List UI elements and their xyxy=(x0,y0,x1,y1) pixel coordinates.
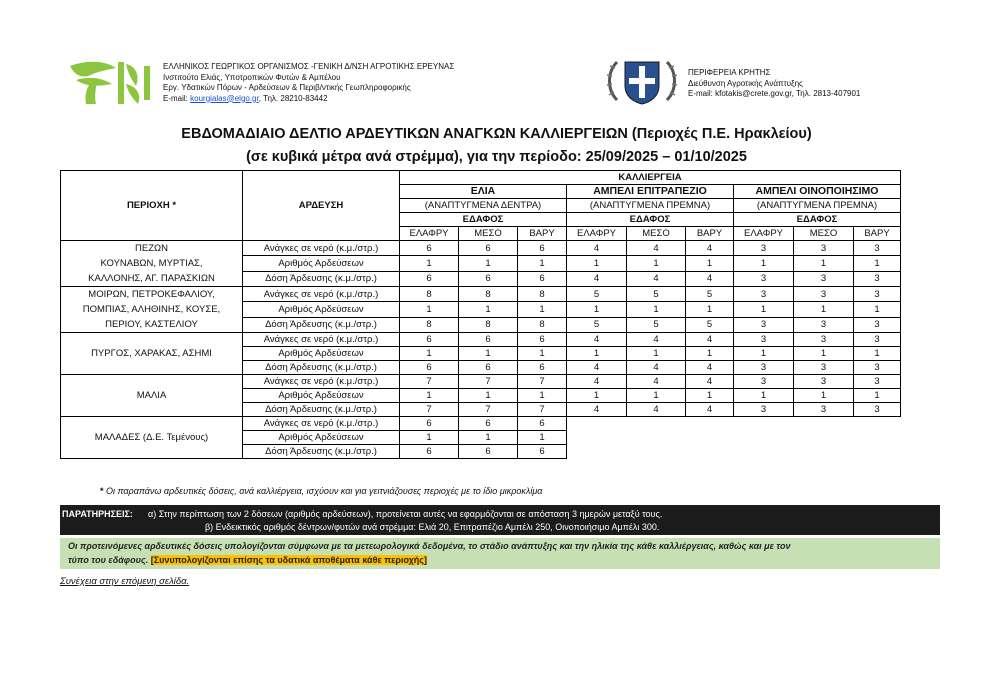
value-cell: 3 xyxy=(794,287,854,302)
value-cell: 4 xyxy=(627,361,686,375)
value-cell: 4 xyxy=(567,333,627,347)
value-cell: 1 xyxy=(686,389,734,403)
footnote xyxy=(100,486,542,496)
right-org-line: ΠΕΡΙΦΕΡΕΙΑ ΚΡΗΤΗΣ xyxy=(688,68,771,77)
email-prefix: E-mail: xyxy=(163,93,191,103)
value-cell: 1 xyxy=(794,389,854,403)
soil-medium: ΜΕΣΟ xyxy=(627,227,686,241)
soil-label: ΕΔΑΦΟΣ xyxy=(567,213,734,227)
value-cell: 6 xyxy=(400,271,459,286)
right-org-line: E-mail: kfotakis@crete.gov.gr, Τηλ. 2813-407901 xyxy=(688,89,861,98)
value-cell: 3 xyxy=(794,375,854,389)
empty-cell xyxy=(794,431,854,445)
value-cell: 5 xyxy=(627,287,686,302)
value-cell: 3 xyxy=(734,375,794,389)
value-cell: 3 xyxy=(734,241,794,256)
value-cell: 3 xyxy=(794,271,854,286)
value-cell: 3 xyxy=(794,403,854,417)
table-row xyxy=(61,287,901,302)
value-cell: 8 xyxy=(400,287,459,302)
value-cell: 1 xyxy=(627,389,686,403)
value-cell: 1 xyxy=(459,431,518,445)
footnote-text: Οι παραπάνω αρδευτικές δόσεις, ανά καλλιέργεια, ισχύουν και για γειτνιάζουσες περιοχές με το ίδιο μικροκλίμα xyxy=(103,486,543,496)
left-org-line: Εργ. Υδατικών Πόρων - Αρδεύσεων & Περιβ/ντικής Γεωπληροφορικής xyxy=(163,83,411,92)
value-cell: 3 xyxy=(854,241,901,256)
empty-cell xyxy=(734,417,794,431)
empty-cell xyxy=(794,445,854,459)
value-cell: 3 xyxy=(734,287,794,302)
document-title: ΕΒΔΟΜΑΔΙΑΙΟ ΔΕΛΤΙΟ ΑΡΔΕΥΤΙΚΩΝ ΑΝΑΓΚΩΝ ΚΑΛΛΙΕΡΓΕΙΩΝ (Περιοχές Π.Ε. Ηρακλείου) xyxy=(181,126,812,142)
region-name-line: ΚΑΛΛΟΝΗΣ, ΑΓ. ΠΑΡΑΣΚΙΩΝ xyxy=(88,273,215,284)
value-cell: 3 xyxy=(794,361,854,375)
region-name xyxy=(61,241,243,287)
irrigation-table xyxy=(60,170,901,459)
crop-olive-sub: (ΑΝΑΠΤΥΓΜΕΝΑ ΔΕΝΤΡΑ) xyxy=(400,199,567,213)
irrigation-attribute: Αριθμός Αρδεύσεων xyxy=(243,389,400,403)
remark-b: β) Ενδεικτικός αριθμός δέντρων/φυτών ανά στρέμμα: Ελιά 20, Επιτραπέζιο Αμπέλι 250, Οινοποιήσιμο Αμπέλι 300. xyxy=(205,522,660,532)
note-line-1: Οι προτεινόμενες αρδευτικές δόσεις υπολογίζονται σύμφωνα με τα μετεωρολογικά δεδομένα, το στάδιο ανάπτυξης και την ηλικία της κάθε καλλιέργειας, καθώς και με τον xyxy=(68,541,791,551)
value-cell: 6 xyxy=(518,445,567,459)
value-cell: 4 xyxy=(567,361,627,375)
right-organization-info xyxy=(688,68,860,100)
value-cell: 4 xyxy=(627,375,686,389)
value-cell: 6 xyxy=(459,361,518,375)
document-subtitle: (σε κυβικά μέτρα ανά στρέμμα), για την περίοδο: 25/09/2025 – 01/10/2025 xyxy=(246,149,747,165)
value-cell: 4 xyxy=(627,271,686,286)
value-cell: 1 xyxy=(627,302,686,317)
value-cell: 3 xyxy=(794,317,854,332)
value-cell: 1 xyxy=(518,389,567,403)
value-cell: 3 xyxy=(734,271,794,286)
value-cell: 4 xyxy=(686,403,734,417)
value-cell: 3 xyxy=(734,361,794,375)
empty-cell xyxy=(794,417,854,431)
soil-label: ΕΔΑΦΟΣ xyxy=(400,213,567,227)
value-cell: 3 xyxy=(734,317,794,332)
soil-light: ΕΛΑΦΡΥ xyxy=(400,227,459,241)
value-cell: 4 xyxy=(627,333,686,347)
region-name-line: ΠΕΖΩΝ xyxy=(135,243,168,254)
empty-cell xyxy=(686,417,734,431)
value-cell: 7 xyxy=(518,375,567,389)
crop-wine-grape-sub: (ΑΝΑΠΤΥΓΜΕΝΑ ΠΡΕΜΝΑ) xyxy=(734,199,901,213)
soil-heavy: ΒΑΡΥ xyxy=(854,227,901,241)
irrigation-attribute: Ανάγκες σε νερό (κ.μ./στρ.) xyxy=(243,375,400,389)
value-cell: 3 xyxy=(794,241,854,256)
value-cell: 4 xyxy=(686,333,734,347)
empty-cell xyxy=(854,431,901,445)
value-cell: 1 xyxy=(854,302,901,317)
irrigation-attribute: Δόση Άρδευσης (κ.μ./στρ.) xyxy=(243,445,400,459)
value-cell: 7 xyxy=(459,403,518,417)
value-cell: 6 xyxy=(518,361,567,375)
note-highlight: [Συνυπολογίζονται επίσης τα υδατικά αποθέματα κάθε περιοχής] xyxy=(150,555,427,565)
empty-cell xyxy=(734,431,794,445)
irrigation-attribute: Δόση Άρδευσης (κ.μ./στρ.) xyxy=(243,361,400,375)
value-cell: 1 xyxy=(794,347,854,361)
region-name xyxy=(61,287,243,333)
soil-medium: ΜΕΣΟ xyxy=(459,227,518,241)
empty-cell xyxy=(854,445,901,459)
email-link[interactable]: kourgialas@elgo.gr xyxy=(190,93,259,103)
value-cell: 1 xyxy=(734,302,794,317)
crop-wine-grape: ΑΜΠΕΛΙ ΟΙΝΟΠΟΙΗΣΙΜΟ xyxy=(734,185,901,199)
value-cell: 6 xyxy=(400,241,459,256)
value-cell: 6 xyxy=(400,417,459,431)
irrigation-attribute: Αριθμός Αρδεύσεων xyxy=(243,256,400,271)
irrigation-attribute: Ανάγκες σε νερό (κ.μ./στρ.) xyxy=(243,333,400,347)
empty-cell xyxy=(627,431,686,445)
irrigation-attribute: Δόση Άρδευσης (κ.μ./στρ.) xyxy=(243,271,400,286)
irrigation-attribute: Ανάγκες σε νερό (κ.μ./στρ.) xyxy=(243,287,400,302)
value-cell: 3 xyxy=(854,403,901,417)
empty-cell xyxy=(627,445,686,459)
value-cell: 5 xyxy=(567,287,627,302)
value-cell: 1 xyxy=(686,256,734,271)
value-cell: 1 xyxy=(459,302,518,317)
value-cell: 3 xyxy=(734,333,794,347)
value-cell: 1 xyxy=(459,256,518,271)
value-cell: 1 xyxy=(734,389,794,403)
right-org-line: Διεύθυνση Αγροτικής Ανάπτυξης xyxy=(688,78,803,88)
region-name-line: ΚΟΥΝΑΒΩΝ, ΜΥΡΤΙΑΣ, xyxy=(100,258,203,269)
value-cell: 5 xyxy=(627,317,686,332)
value-cell: 8 xyxy=(518,287,567,302)
value-cell: 1 xyxy=(794,256,854,271)
value-cell: 4 xyxy=(686,361,734,375)
soil-heavy: ΒΑΡΥ xyxy=(686,227,734,241)
crop-table-grape: ΑΜΠΕΛΙ ΕΠΙΤΡΑΠΕΖΙΟ xyxy=(567,185,734,199)
value-cell: 6 xyxy=(459,445,518,459)
value-cell: 4 xyxy=(686,271,734,286)
value-cell: 4 xyxy=(627,403,686,417)
page-header xyxy=(0,52,993,112)
value-cell: 1 xyxy=(400,256,459,271)
value-cell: 1 xyxy=(567,389,627,403)
value-cell: 6 xyxy=(459,417,518,431)
value-cell: 3 xyxy=(854,375,901,389)
empty-cell xyxy=(567,431,627,445)
remarks-box xyxy=(60,505,940,535)
region-name-line: ΠΕΡΙΟΥ, ΚΑΣΤΕΛΙΟΥ xyxy=(105,319,198,330)
table-row xyxy=(61,333,901,347)
value-cell: 1 xyxy=(518,302,567,317)
value-cell: 1 xyxy=(400,389,459,403)
value-cell: 8 xyxy=(400,317,459,332)
soil-label: ΕΔΑΦΟΣ xyxy=(734,213,901,227)
value-cell: 4 xyxy=(567,241,627,256)
header-region: ΠΕΡΙΟΧΗ * xyxy=(61,171,243,241)
elgo-logo-icon xyxy=(66,56,156,108)
value-cell: 3 xyxy=(854,333,901,347)
value-cell: 7 xyxy=(459,375,518,389)
left-org-line: Ινστιτούτο Ελιάς, Υποτροπικών Φυτών & Αμπέλου xyxy=(163,72,341,82)
empty-cell xyxy=(734,445,794,459)
region-name xyxy=(61,375,243,417)
table-row xyxy=(61,417,901,431)
value-cell: 1 xyxy=(518,347,567,361)
value-cell: 8 xyxy=(518,317,567,332)
value-cell: 3 xyxy=(854,287,901,302)
soil-medium: ΜΕΣΟ xyxy=(794,227,854,241)
remark-a: α) Στην περίπτωση των 2 δόσεων (αριθμός αρδεύσεων), προτείνεται αυτές να εφαρμόζονται σε απόσταση 3 ημερών μεταξύ τους. xyxy=(148,509,663,519)
value-cell: 5 xyxy=(567,317,627,332)
value-cell: 7 xyxy=(400,403,459,417)
region-name-line: ΜΟΙΡΩΝ, ΠΕΤΡΟΚΕΦΑΛΙΟΥ, xyxy=(88,289,215,300)
value-cell: 6 xyxy=(400,445,459,459)
crop-table-grape-sub: (ΑΝΑΠΤΥΓΜΕΝΑ ΠΡΕΜΝΑ) xyxy=(567,199,734,213)
value-cell: 3 xyxy=(734,403,794,417)
phone-text: , Τηλ. 28210-83442 xyxy=(258,93,328,103)
value-cell: 1 xyxy=(627,256,686,271)
value-cell: 1 xyxy=(459,389,518,403)
irrigation-attribute: Δόση Άρδευσης (κ.μ./στρ.) xyxy=(243,317,400,332)
value-cell: 4 xyxy=(567,403,627,417)
soil-light: ΕΛΑΦΡΥ xyxy=(734,227,794,241)
value-cell: 5 xyxy=(686,317,734,332)
region-name-line: ΜΑΛΙΑ xyxy=(136,390,167,401)
irrigation-attribute: Δόση Άρδευσης (κ.μ./στρ.) xyxy=(243,403,400,417)
value-cell: 6 xyxy=(518,241,567,256)
table-row xyxy=(61,241,901,256)
value-cell: 1 xyxy=(567,302,627,317)
value-cell: 1 xyxy=(734,347,794,361)
soil-heavy: ΒΑΡΥ xyxy=(518,227,567,241)
value-cell: 6 xyxy=(459,271,518,286)
region-name-line: ΠΟΜΠΙΑΣ, ΑΛΗΘΙΝΗΣ, ΚΟΥΣΕ, xyxy=(82,304,221,315)
value-cell: 7 xyxy=(518,403,567,417)
empty-cell xyxy=(627,417,686,431)
left-organization-info xyxy=(163,62,454,104)
value-cell: 3 xyxy=(794,333,854,347)
value-cell: 8 xyxy=(459,317,518,332)
left-org-line: ΕΛΛΗΝΙΚΟΣ ΓΕΩΡΓΙΚΟΣ ΟΡΓΑΝΙΣΜΟΣ -ΓΕΝΙΚΗ Δ/ΝΣΗ ΑΓΡΟΤΙΚΗΣ ΕΡΕΥΝΑΣ xyxy=(163,62,455,71)
value-cell: 4 xyxy=(567,271,627,286)
value-cell: 1 xyxy=(400,302,459,317)
value-cell: 7 xyxy=(400,375,459,389)
value-cell: 1 xyxy=(686,302,734,317)
value-cell: 1 xyxy=(400,431,459,445)
greek-emblem-icon xyxy=(603,56,681,108)
value-cell: 6 xyxy=(459,241,518,256)
value-cell: 1 xyxy=(686,347,734,361)
value-cell: 6 xyxy=(518,271,567,286)
value-cell: 4 xyxy=(686,375,734,389)
irrigation-attribute: Ανάγκες σε νερό (κ.μ./στρ.) xyxy=(243,417,400,431)
value-cell: 6 xyxy=(518,333,567,347)
value-cell: 4 xyxy=(567,375,627,389)
irrigation-attribute: Ανάγκες σε νερό (κ.μ./στρ.) xyxy=(243,241,400,256)
value-cell: 5 xyxy=(686,287,734,302)
left-contact-line xyxy=(163,94,454,105)
value-cell: 6 xyxy=(400,333,459,347)
value-cell: 1 xyxy=(854,389,901,403)
value-cell: 8 xyxy=(459,287,518,302)
note-line-2-text: τύπο του εδάφους. xyxy=(68,555,151,565)
region-name xyxy=(61,333,243,375)
value-cell: 6 xyxy=(459,333,518,347)
value-cell: 1 xyxy=(567,347,627,361)
header-irrigation: ΑΡΔΕΥΣΗ xyxy=(243,171,400,241)
value-cell: 1 xyxy=(567,256,627,271)
value-cell: 4 xyxy=(627,241,686,256)
value-cell: 4 xyxy=(686,241,734,256)
crop-olive: ΕΛΙΑ xyxy=(400,185,567,199)
value-cell: 3 xyxy=(854,271,901,286)
table-body xyxy=(61,241,901,459)
value-cell: 6 xyxy=(400,361,459,375)
irrigation-attribute: Αριθμός Αρδεύσεων xyxy=(243,431,400,445)
region-name-line: ΜΑΛΑΔΕΣ (Δ.Ε. Τεμένους) xyxy=(94,432,209,443)
value-cell: 3 xyxy=(854,317,901,332)
value-cell: 1 xyxy=(734,256,794,271)
region-name xyxy=(61,417,243,459)
empty-cell xyxy=(686,445,734,459)
note-box xyxy=(60,538,940,569)
value-cell: 1 xyxy=(854,256,901,271)
soil-light: ΕΛΑΦΡΥ xyxy=(567,227,627,241)
value-cell: 3 xyxy=(854,361,901,375)
remarks-label: ΠΑΡΑΤΗΡΗΣΕΙΣ: xyxy=(62,509,133,519)
header-crops: ΚΑΛΛΙΕΡΓΕΙΑ xyxy=(400,171,901,185)
value-cell: 1 xyxy=(459,347,518,361)
footnote-star: * xyxy=(100,486,104,496)
region-name-line: ΠΥΡΓΟΣ, ΧΑΡΑΚΑΣ, ΑΣΗΜΙ xyxy=(91,348,212,359)
irrigation-attribute: Αριθμός Αρδεύσεων xyxy=(243,347,400,361)
continued-text: Συνέχεια στην επόμενη σελίδα. xyxy=(60,576,190,587)
value-cell: 1 xyxy=(518,431,567,445)
empty-cell xyxy=(854,417,901,431)
value-cell: 1 xyxy=(854,347,901,361)
empty-cell xyxy=(567,417,627,431)
value-cell: 6 xyxy=(518,417,567,431)
value-cell: 1 xyxy=(400,347,459,361)
table-row xyxy=(61,375,901,389)
irrigation-attribute: Αριθμός Αρδεύσεων xyxy=(243,302,400,317)
note-line-2 xyxy=(68,554,427,567)
value-cell: 1 xyxy=(794,302,854,317)
empty-cell xyxy=(567,445,627,459)
value-cell: 1 xyxy=(627,347,686,361)
empty-cell xyxy=(686,431,734,445)
value-cell: 1 xyxy=(518,256,567,271)
